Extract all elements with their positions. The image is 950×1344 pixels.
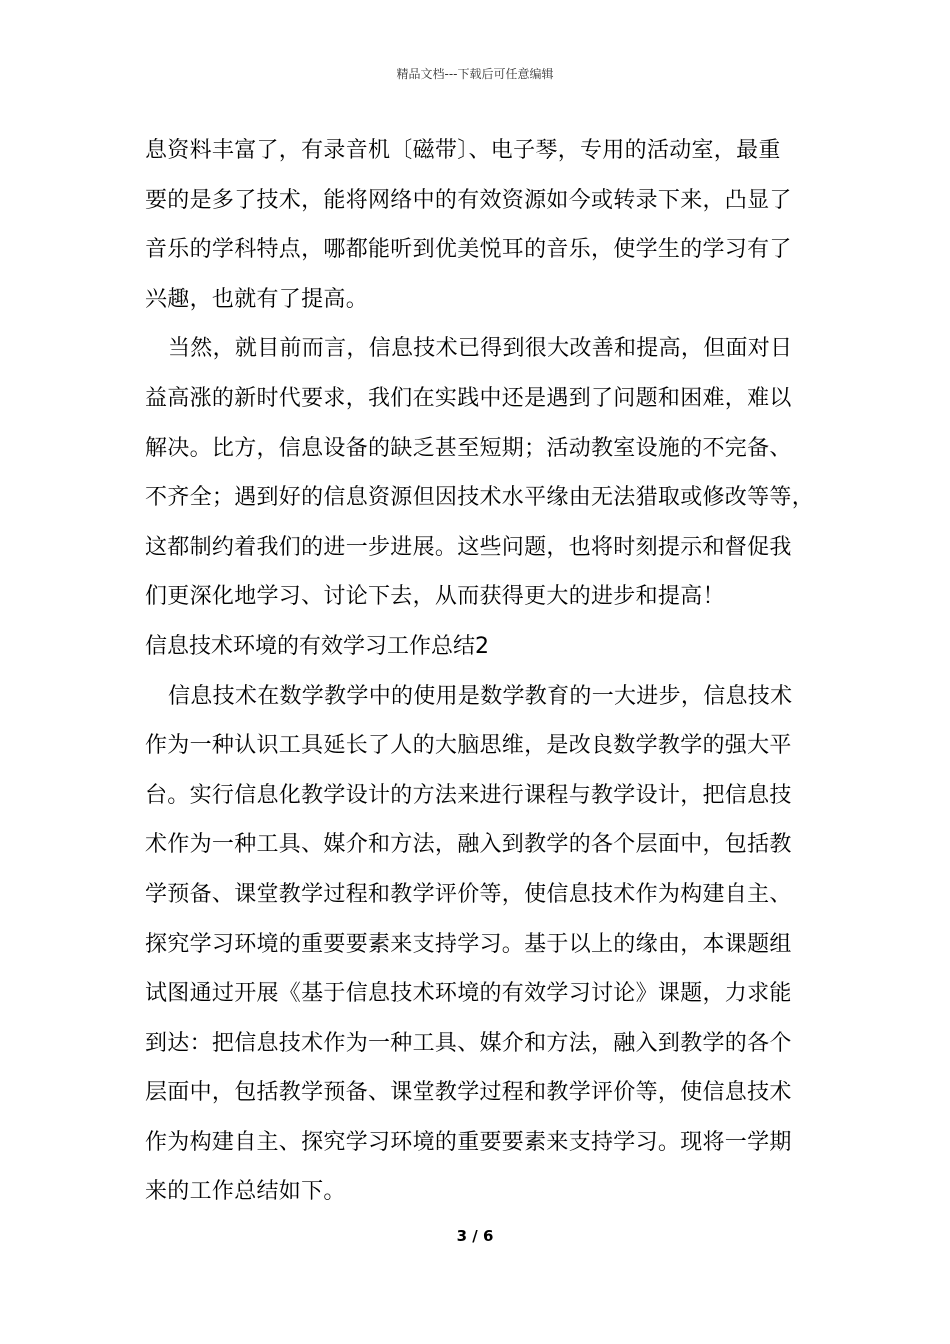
paragraph-1 — [145, 126, 825, 324]
text-line: 探究学习环境的重要要素来支持学习。基于以上的缘由，本课题组 — [145, 931, 792, 957]
text-line: 作为构建自主、探究学习环境的重要要素来支持学习。现将一学期 — [145, 1129, 792, 1155]
text-line: 这都制约着我们的进一步进展。这些问题，也将时刻提示和督促我 — [145, 534, 792, 560]
text-line: 解决。比方，信息设备的缺乏甚至短期；活动教室设施的不完备、 — [145, 435, 792, 461]
text-line: 信息技术在数学教学中的使用是数学教育的一大进步，信息技术 — [168, 683, 793, 709]
text-line: 要的是多了技术，能将网络中的有效资源如今或转录下来，凸显了 — [145, 187, 792, 213]
page-number: 3 / 6 — [456, 1227, 494, 1245]
text-line: 试图通过开展《基于信息技术环境的有效学习讨论》课题，力求能 — [145, 981, 792, 1007]
text-line: 学预备、课堂教学过程和教学评价等，使信息技术作为构建自主、 — [145, 881, 792, 907]
document-body — [145, 126, 825, 1217]
text-line: 作为一种认识工具延长了人的大脑思维，是改良数学教学的强大平 — [145, 733, 792, 759]
text-line: 音乐的学科特点，哪都能听到优美悦耳的音乐，使学生的学习有了 — [145, 237, 792, 263]
text-line: 不齐全；遇到好的信息资源但因技术水平缘由无法猎取或修改等等， — [145, 485, 815, 511]
page-header: 精品文档---下载后可任意编辑 — [396, 67, 554, 81]
paragraph-3 — [145, 672, 825, 1218]
text-line: 术作为一种工具、媒介和方法，融入到教学的各个层面中，包括教 — [145, 832, 792, 858]
text-line: 息资料丰富了，有录音机〔磁带〕、电子琴，专用的活动室，最重 — [145, 138, 781, 163]
text-line: 台。实行信息化教学设计的方法来进行课程与教学设计，把信息技 — [145, 782, 792, 808]
text-line: 当然，就目前而言，信息技术已得到很大改善和提高，但面对日 — [168, 336, 793, 362]
text-line: 益高涨的新时代要求，我们在实践中还是遇到了问题和困难，难以 — [145, 385, 792, 411]
text-line: 到达：把信息技术作为一种工具、媒介和方法，融入到教学的各个 — [145, 1030, 792, 1056]
text-line: 层面中，包括教学预备、课堂教学过程和教学评价等，使信息技术 — [145, 1080, 792, 1106]
paragraph-2 — [145, 324, 825, 622]
text-line: 们更深化地学习、讨论下去，从而获得更大的进步和提高！ — [145, 584, 725, 610]
text-line: 兴趣，也就有了提高。 — [145, 286, 369, 312]
section-title: 信息技术环境的有效学习工作总结2 — [145, 633, 489, 659]
text-line: 来的工作总结如下。 — [145, 1179, 346, 1205]
